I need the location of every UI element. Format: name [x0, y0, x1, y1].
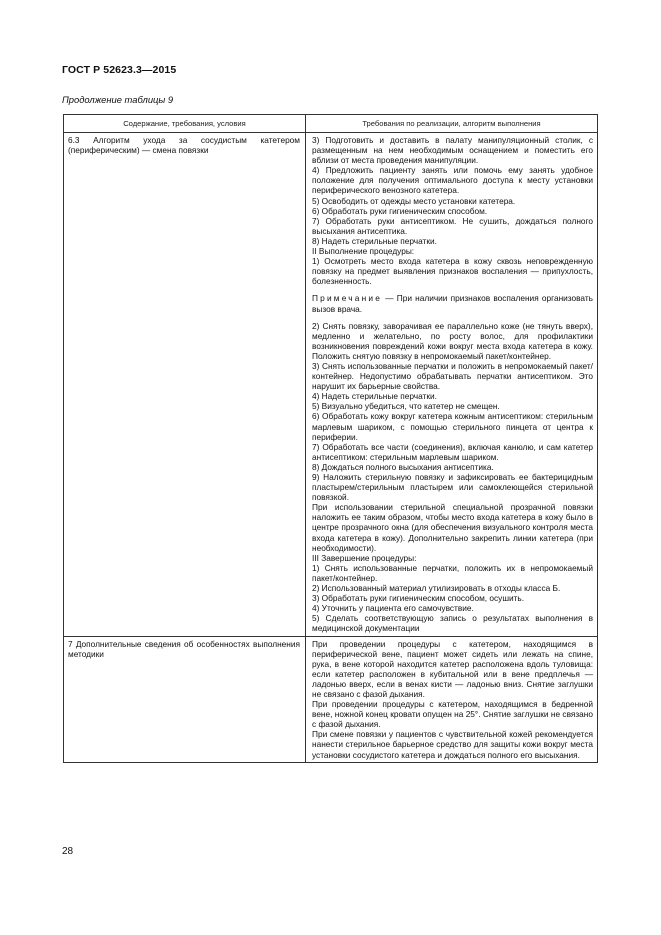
step-line: 3) Обработать руки гигиеническим способом, осушить.: [312, 593, 525, 604]
col-header-requirements: Требования по реализации, алгоритм выполнения: [306, 115, 598, 133]
step-line: 3) Подготовить и доставить в палату манипуляционный столик, с размещенным на нем необходимым оснащением и поместить его вблизи от места проведения манипуляции.: [312, 135, 593, 166]
note-text: — При наличии признаков воспаления организовать вызов врача.: [312, 293, 593, 314]
standard-number: ГОСТ Р 52623.3—2015: [62, 64, 177, 76]
row1-heading: 6.3 Алгоритм ухода за сосудистым катетером (периферическим) — смена повязки: [68, 135, 300, 156]
step-line: 2) Использованный материал утилизировать в отходы класса Б.: [312, 583, 561, 594]
table-row: [64, 636, 598, 762]
step-line: 7) Обработать руки антисептиком. Не сушить, дождаться полного высыхания антисептика.: [312, 215, 593, 236]
table-header-row: [64, 115, 598, 133]
page-number: 28: [62, 846, 74, 857]
step-line: 3) Снять использованные перчатки и положить в непромокаемый пакет/контейнер. Недопустимо обрабатывать перчатки антисептиком. Это нарушит их барьерные свойства.: [312, 360, 593, 392]
step-line: 6) Обработать кожу вокруг катетера кожным антисептиком: стерильным марлевым шариком, с помощью стерильного пинцета от центра к периферии.: [312, 411, 593, 442]
step-line: 7) Обработать все части (соединения), включая канюлю, и сам катетер антисептиком: стерильным марлевым шариком.: [312, 441, 593, 462]
step-line: 2) Снять повязку, заворачивая ее параллельно коже (не тянуть вверх), медленно и желательно, по росту волос, для профилактики возникновения повреждений кожи вокруг места входа катетера в кожу. Положить снятую повязку в непромокаемый пакет/контейнер.: [312, 320, 593, 361]
step-line: 5) Визуально убедиться, что катетер не смещен.: [312, 401, 500, 412]
procedure-table: [63, 114, 598, 763]
col-header-content: Содержание, требования, условия: [64, 115, 306, 133]
table-continuation-caption: Продолжение таблицы 9: [62, 94, 174, 105]
row1-steps-part-a: [312, 135, 593, 286]
step-line: 9) Наложить стерильную повязку и зафиксировать ее бактерицидным пластырем/стерильным пластырем или самоклеющейся стерильной повязкой.: [312, 472, 593, 503]
note-label: Примечание: [312, 293, 383, 304]
row1-left-cell: [64, 133, 306, 637]
row1-right-cell: [306, 133, 598, 637]
row2-right-cell: [306, 636, 598, 762]
step-line: 8) Дождаться полного высыхания антисептика.: [312, 461, 494, 472]
step-line: 5) Сделать соответствующую запись о результатах выполнения в медицинской документации: [312, 613, 593, 634]
row2-left-cell: [64, 636, 306, 762]
step-line: 1) Осмотреть место входа катетера в кожу сквозь неповрежденную повязку на предмет выявления признаков воспаления — припухлость, болезненность.: [312, 256, 593, 287]
step-line: 8) Надеть стерильные перчатки.: [312, 235, 437, 246]
step-line: 5) Освободить от одежды место установки катетера.: [312, 195, 516, 206]
step-line: 4) Надеть стерильные перчатки.: [312, 391, 437, 402]
info-paragraph: При проведении процедуры с катетером, находящимся в бедренной вене, ножной конец кровати опущен на 25°. Снятие заглушки не связано с фазой дыхания.: [312, 699, 593, 730]
step-line: 6) Обработать руки гигиеническим способом.: [312, 205, 488, 216]
step-line: При использовании стерильной специальной прозрачной повязки наложить ее таким образом, чтобы место входа катетера в кожу было в центре прозрачного окна (для обеспечения визуального контроля места входа катетера в кожу). Дополнительно закрепить линии катетера (при необходимости).: [312, 502, 593, 553]
section-heading: II Выполнение процедуры:: [312, 246, 415, 257]
row2-heading: 7 Дополнительные сведения об особенностях выполнения методики: [68, 638, 300, 659]
table-row: [64, 133, 598, 637]
step-line: 4) Уточнить у пациента его самочувствие.: [312, 603, 474, 614]
step-line: 1) Снять использованные перчатки, положить их в непромокаемый пакет/контейнер.: [312, 562, 593, 583]
info-paragraph: При проведении процедуры с катетером, находящимся в периферической вене, пациент может сидеть или лежать на спине, рука, в вене которой находится катетер расположена вдоль туловища: если катетер расположен в кубитальной или в вене предплечья — ладонью вверх, если в венах кисти — ладонью вниз. Снятие заглушки не связано с фазой дыхания.: [312, 638, 593, 699]
section-heading: III Завершение процедуры:: [312, 552, 417, 563]
row1-steps-part-b: [312, 321, 593, 634]
note-paragraph: [312, 293, 593, 313]
step-line: 4) Предложить пациенту занять или помочь ему занять удобное положение для получения оптимального доступа к месту установки периферического венозного катетера.: [312, 165, 593, 196]
info-paragraph: При смене повязки у пациентов с чувствительной кожей рекомендуется нанести стерильное барьерное средство для защиты кожи вокруг места установки сосудистого катетера и дождаться полного его высыхания.: [312, 729, 593, 760]
